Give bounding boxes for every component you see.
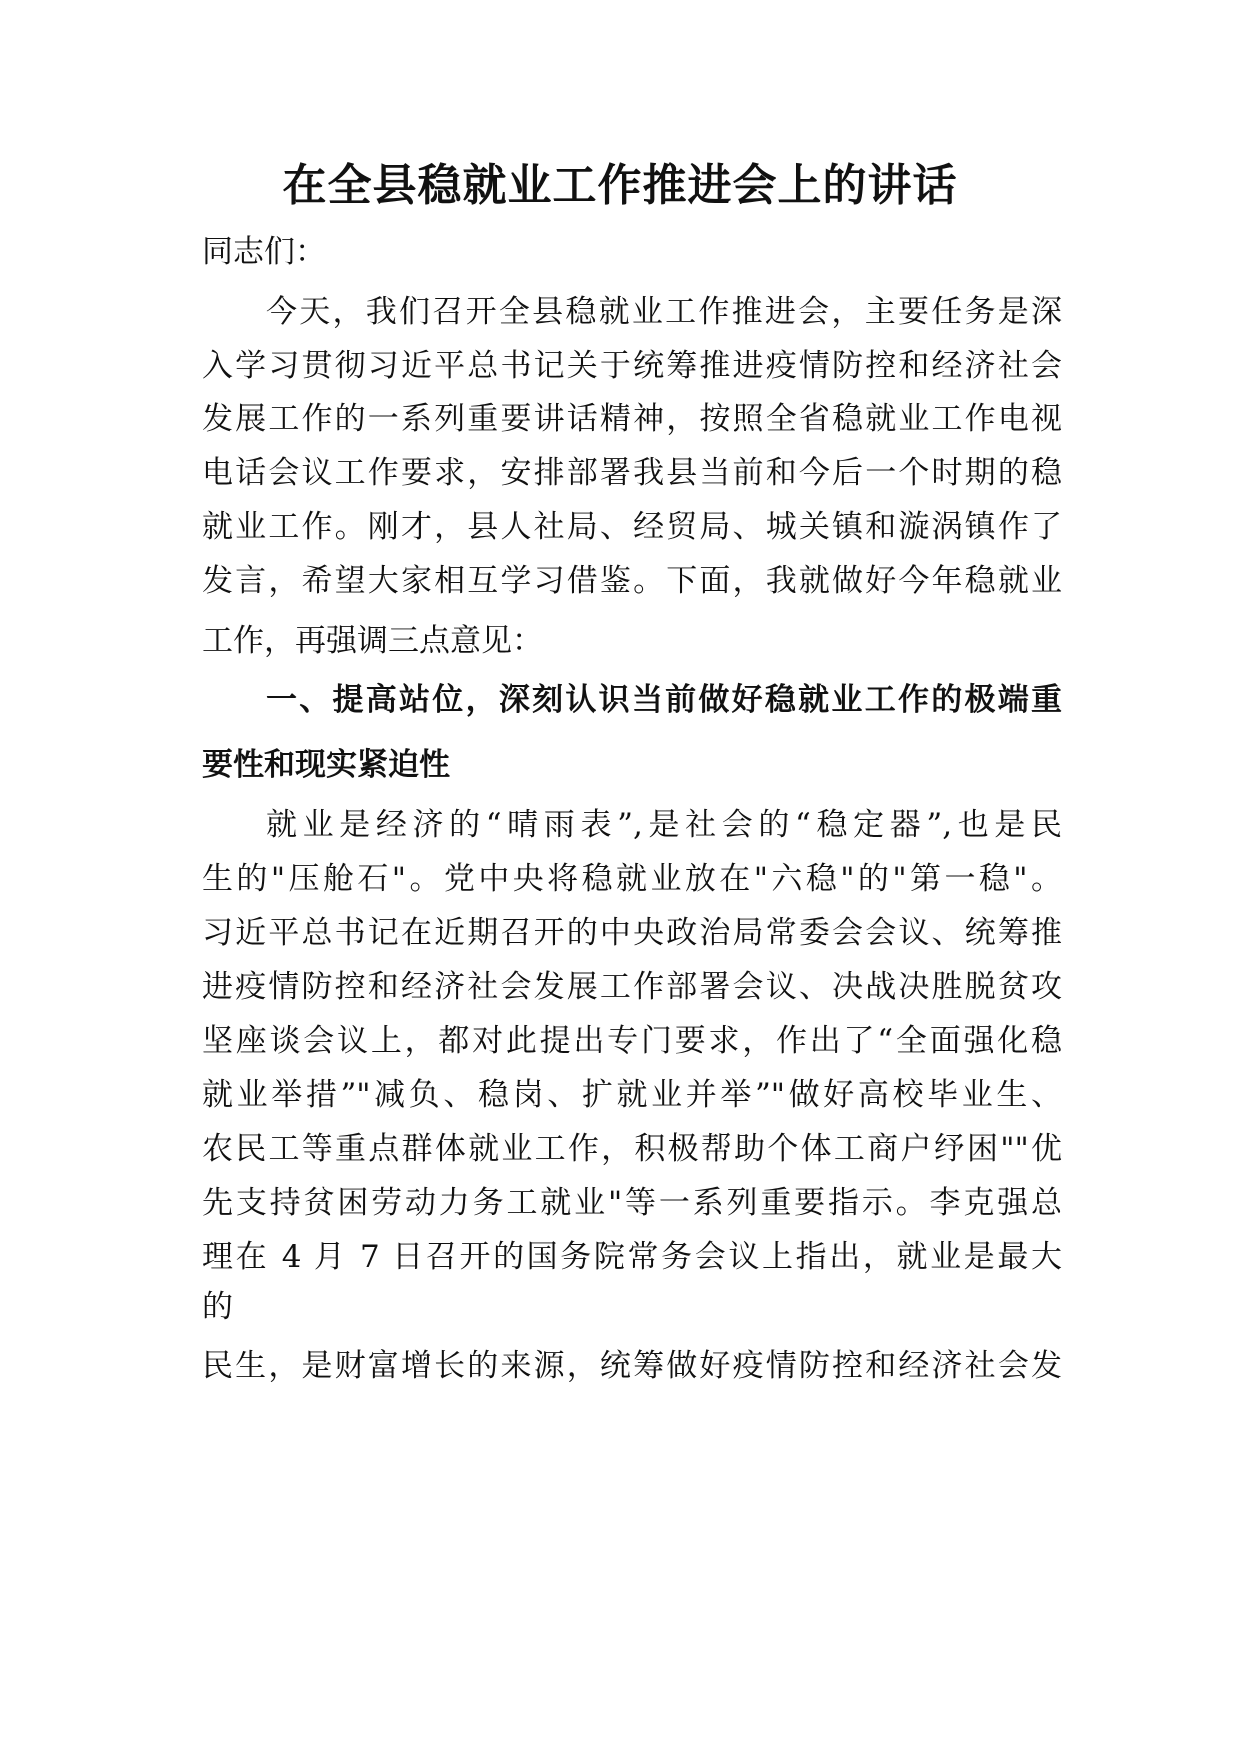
section-heading-line: 要性和现实紧迫性 — [202, 747, 450, 783]
paragraph-line: 习近平总书记在近期召开的中央政治局常委会会议、统筹推 — [202, 915, 1062, 951]
paragraph-line: 坚座谈会议上，都对此提出专门要求，作出了“全面强化稳 — [202, 1023, 1062, 1059]
paragraph-line: 的 — [202, 1289, 233, 1325]
paragraph-line: 电话会议工作要求，安排部署我县当前和今后一个时期的稳 — [202, 455, 1062, 491]
paragraph-line: 工作，再强调三点意见： — [202, 623, 543, 659]
paragraph-line: 发言，希望大家相互学习借鉴。下面，我就做好今年稳就业 — [202, 563, 1062, 599]
paragraph-line: 就业举措”"减负、稳岗、扩就业并举”"做好高校毕业生、 — [202, 1077, 1062, 1113]
paragraph-line: 民生，是财富增长的来源，统筹做好疫情防控和经济社会发 — [202, 1348, 1062, 1384]
paragraph-line: 就业是经济的“晴雨表”,是社会的“稳定器”,也是民 — [266, 807, 1062, 843]
section-heading-line: 一、提高站位，深刻认识当前做好稳就业工作的极端重 — [266, 682, 1062, 718]
paragraph-line: 农民工等重点群体就业工作，积极帮助个体工商户纾困""优 — [202, 1131, 1062, 1167]
paragraph-line: 就业工作。刚才，县人社局、经贸局、城关镇和漩涡镇作了 — [202, 509, 1062, 545]
paragraph-line: 理在 4 月 7 日召开的国务院常务会议上指出，就业是最大 — [202, 1239, 1062, 1275]
paragraph-line: 发展工作的一系列重要讲话精神，按照全省稳就业工作电视 — [202, 401, 1062, 437]
paragraph-line: 先支持贫困劳动力务工就业"等一系列重要指示。李克强总 — [202, 1185, 1062, 1221]
paragraph-line: 生的"压舱石"。党中央将稳就业放在"六稳"的"第一稳"。 — [202, 861, 1062, 897]
salutation: 同志们： — [202, 234, 326, 270]
document-title: 在全县稳就业工作推进会上的讲话 — [282, 160, 958, 211]
paragraph-line: 入学习贯彻习近平总书记关于统筹推进疫情防控和经济社会 — [202, 348, 1062, 384]
paragraph-line: 今天，我们召开全县稳就业工作推进会，主要任务是深 — [266, 294, 1062, 330]
paragraph-line: 进疫情防控和经济社会发展工作部署会议、决战决胜脱贫攻 — [202, 969, 1062, 1005]
